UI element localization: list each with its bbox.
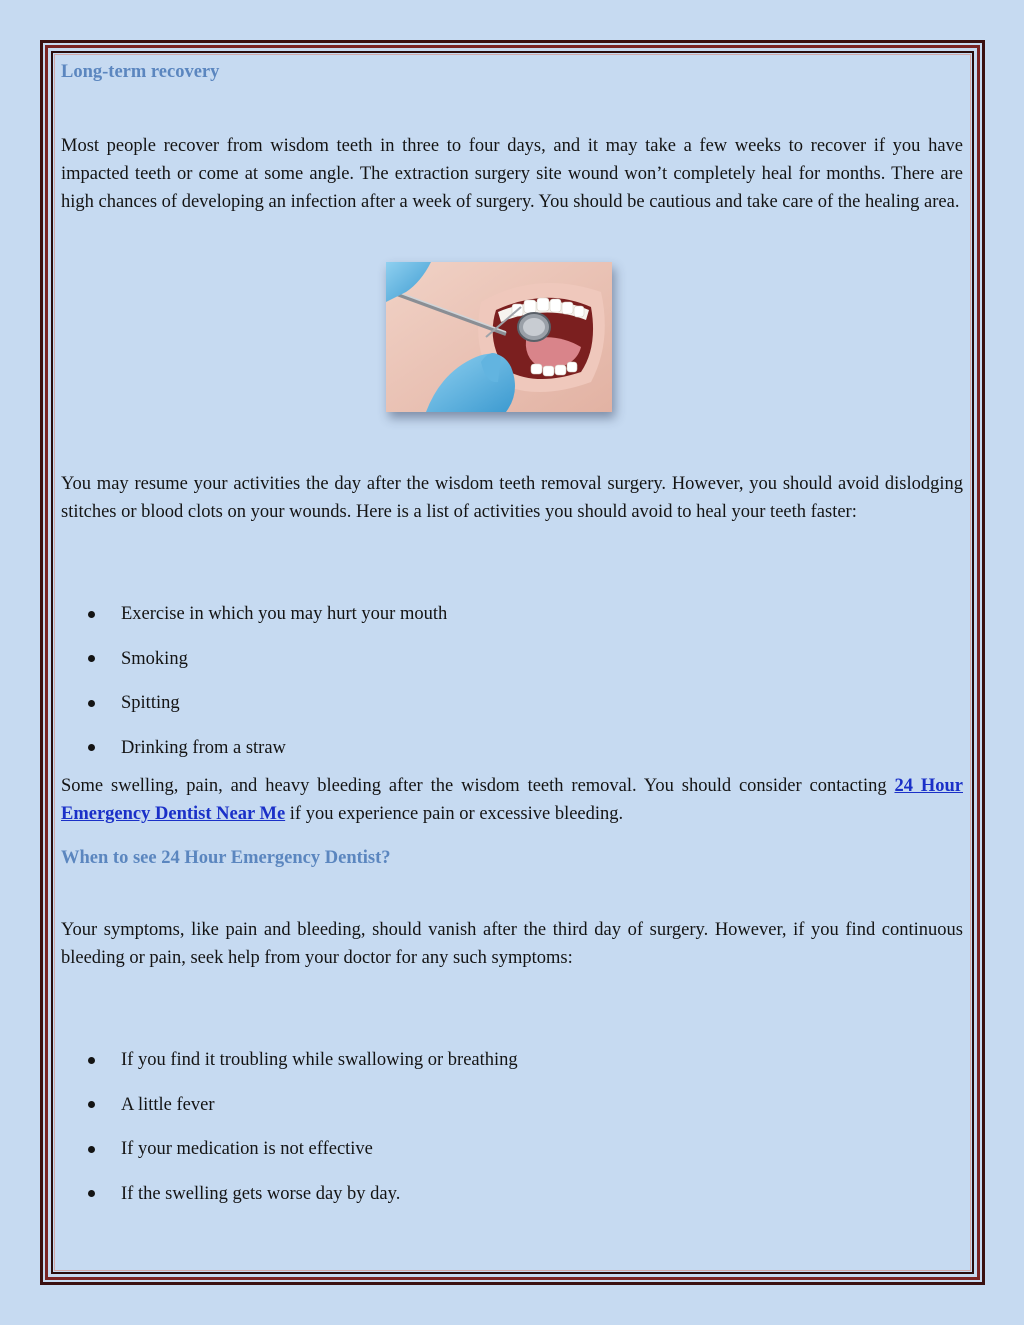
bullet-icon — [88, 655, 95, 662]
dental-exam-photo — [386, 262, 612, 412]
bullet-icon — [88, 1057, 95, 1064]
list-item: If the swelling gets worse day by day. — [61, 1172, 963, 1217]
list-item: Exercise in which you may hurt your mouth — [61, 592, 963, 637]
document-content — [61, 58, 963, 1216]
dental-mirror-illustration — [386, 262, 612, 412]
paragraph-resume-activities: You may resume your activities the day after the wisdom teeth removal surgery. However, you should avoid dislodging stitches or blood clots on your wounds. Here is a list of activities you should avoid to heal your teeth faster: — [61, 474, 963, 522]
bullet-icon — [88, 1101, 95, 1108]
heading-when-to-see-dentist: When to see 24 Hour Emergency Dentist? — [61, 848, 391, 868]
list-item: Spitting — [61, 681, 963, 726]
bullet-icon — [88, 1146, 95, 1153]
activities-to-avoid-list — [61, 592, 963, 770]
symptoms-list — [61, 1038, 963, 1216]
heading-long-term-recovery: Long-term recovery — [61, 62, 220, 82]
paragraph-symptoms: Your symptoms, like pain and bleeding, should vanish after the third day of surgery. However, if you find continuous bleeding or pain, seek help from your doctor for any such symptoms: — [61, 920, 963, 968]
list-item: If your medication is not effective — [61, 1127, 963, 1172]
list-item: Smoking — [61, 637, 963, 682]
bullet-icon — [88, 744, 95, 751]
bullet-icon — [88, 700, 95, 707]
emergency-dentist-link[interactable]: 24 Hour Emergency Dentist Near Me — [61, 776, 963, 824]
paragraph-swelling-advice: Some swelling, pain, and heavy bleeding after the wisdom teeth removal. You should consider contacting 24 Hour Emergency Dentist Near Me if you experience pain or excessive bleeding. — [61, 776, 963, 824]
bullet-icon — [88, 1190, 95, 1197]
list-item: Drinking from a straw — [61, 726, 963, 771]
bullet-icon — [88, 611, 95, 618]
paragraph-recovery-time: Most people recover from wisdom teeth in three to four days, and it may take a few weeks to recover if you have impacted teeth or come at some angle. The extraction surgery site wound won’t completely heal for months. There are high chances of developing an infection after a week of surgery. You should be cautious and take care of the healing area. — [61, 136, 963, 212]
list-item: A little fever — [61, 1083, 963, 1128]
list-item: If you find it troubling while swallowing or breathing — [61, 1038, 963, 1083]
